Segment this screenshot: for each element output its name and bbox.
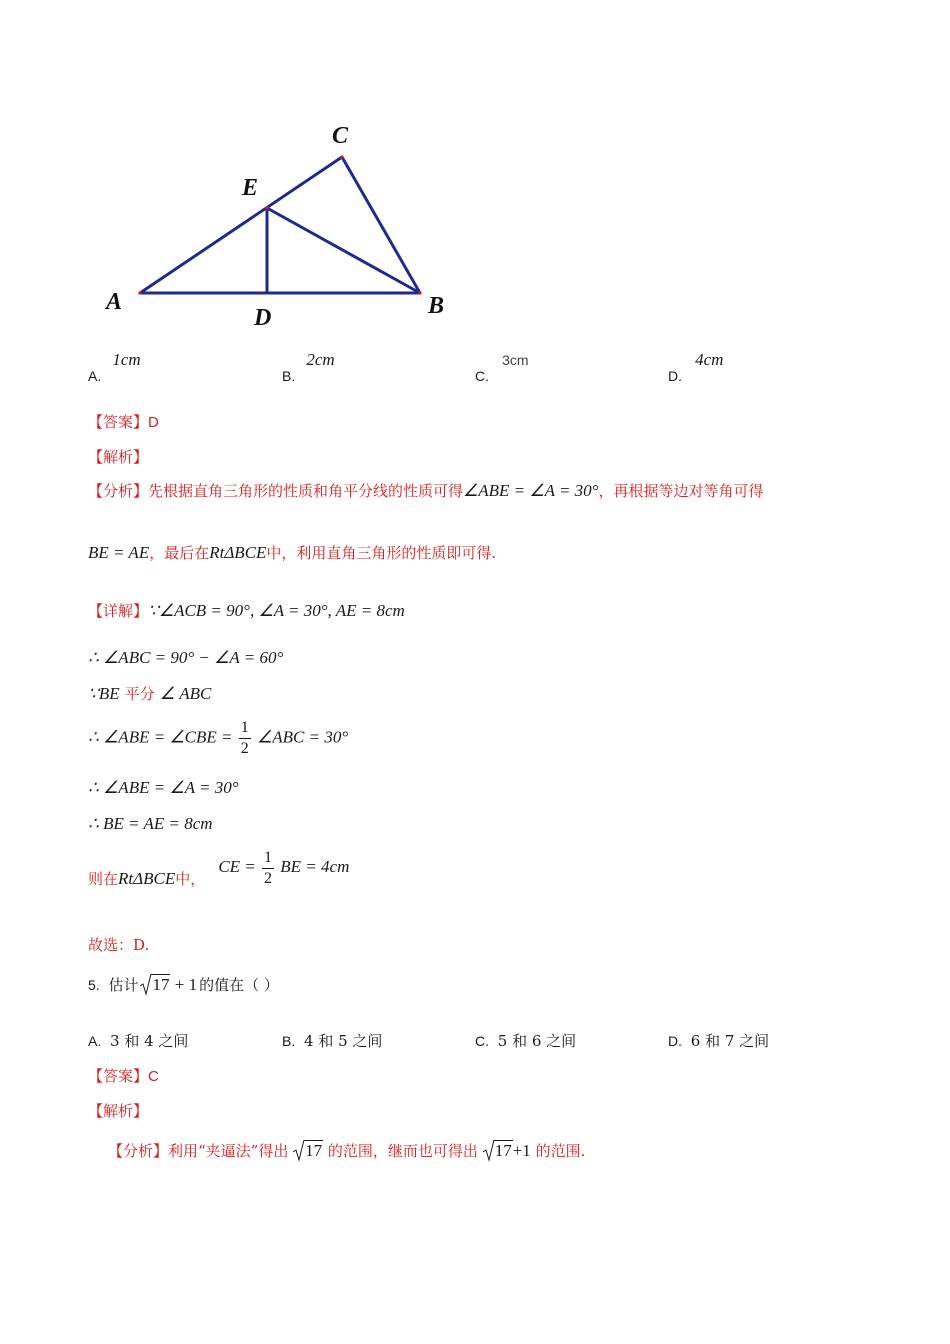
option-text: 5 和 6 之间 bbox=[497, 1032, 577, 1050]
option-value: 2cm bbox=[306, 350, 335, 369]
q4-detail-line7 bbox=[88, 850, 349, 887]
analysis-math: RtΔBCE bbox=[209, 543, 267, 562]
detail-math: ∵BE bbox=[88, 684, 120, 703]
radicand: 17 bbox=[494, 1141, 512, 1160]
analysis-text: ，再根据等边对等角可得 bbox=[598, 482, 764, 500]
detail-math: ∠ ABC bbox=[159, 684, 212, 703]
q4-answer bbox=[88, 411, 159, 432]
label-C: C bbox=[332, 123, 349, 149]
q4-explain-tag: 【解析】 bbox=[88, 448, 149, 466]
sqrt-symbol bbox=[293, 1140, 323, 1161]
option-value: 1cm bbox=[112, 350, 141, 369]
stem-text: 的值在（ ） bbox=[199, 976, 279, 994]
detail-math: BE = 4cm bbox=[280, 857, 350, 877]
q4-conclusion: 故选：D. bbox=[88, 936, 150, 954]
analysis-math: BE = AE bbox=[88, 543, 150, 562]
analysis-math: ∠ABE = ∠A = 30° bbox=[463, 481, 599, 500]
stem-math: + 1 bbox=[174, 975, 198, 994]
option-letter: A. bbox=[88, 1033, 102, 1049]
label-D: D bbox=[254, 305, 272, 331]
detail-tag: 【详解】 bbox=[88, 602, 149, 620]
detail-math: ∴ ∠ABE = ∠CBE = bbox=[88, 727, 233, 747]
question-number: 5. bbox=[88, 977, 100, 993]
analysis-math: +1 bbox=[512, 1141, 531, 1160]
q4-option-c bbox=[475, 350, 529, 384]
option-letter: D. bbox=[668, 368, 682, 384]
option-value: 4cm bbox=[695, 350, 724, 369]
option-letter: C. bbox=[475, 368, 489, 384]
q5-answer bbox=[88, 1065, 159, 1086]
label-B: B bbox=[428, 293, 445, 319]
fraction bbox=[262, 850, 274, 887]
q4-analysis-line1 bbox=[88, 480, 764, 501]
option-text: 6 和 7 之间 bbox=[690, 1032, 770, 1050]
detail-math: ∵∠ACB = 90°, ∠A = 30°, AE = 8cm bbox=[148, 601, 405, 620]
segment-AC bbox=[140, 157, 342, 293]
answer-tag: 【答案】 bbox=[88, 1067, 149, 1085]
q5-option-c bbox=[475, 1030, 576, 1051]
analysis-tag: 【分析】 bbox=[88, 482, 149, 500]
q5-option-a bbox=[88, 1030, 188, 1051]
q5-option-b bbox=[282, 1030, 382, 1051]
fraction-numerator: 1 bbox=[239, 720, 251, 739]
triangle-figure bbox=[100, 115, 460, 335]
option-letter: B. bbox=[282, 1033, 296, 1049]
option-letter: D. bbox=[668, 1033, 682, 1049]
q5-explain-tag: 【解析】 bbox=[88, 1102, 149, 1120]
analysis-text: 中，利用直角三角形的性质即可得. bbox=[266, 544, 497, 562]
detail-text: 平分 bbox=[124, 685, 155, 703]
analysis-text: 先根据直角三角形的性质和角平分线的性质可得 bbox=[148, 482, 464, 500]
q4-detail-line2: ∴ ∠ABC = 90° − ∠A = 60° bbox=[88, 648, 284, 667]
q5-option-d bbox=[668, 1030, 769, 1051]
option-letter: B. bbox=[282, 368, 296, 384]
analysis-text: 的范围. bbox=[535, 1142, 586, 1160]
label-E: E bbox=[242, 175, 259, 201]
q4-option-a bbox=[88, 350, 141, 384]
stem-text: 估计 bbox=[108, 976, 139, 994]
answer-tag: 【答案】 bbox=[88, 413, 149, 431]
q5-stem bbox=[88, 974, 279, 995]
analysis-text: 的范围，继而也可得出 bbox=[327, 1142, 478, 1160]
option-text: 4 和 5 之间 bbox=[304, 1032, 383, 1050]
q4-detail-line4 bbox=[88, 720, 348, 757]
q4-detail-line5: ∴ ∠ABE = ∠A = 30° bbox=[88, 778, 239, 797]
q4-detail-line6: ∴ BE = AE = 8cm bbox=[88, 814, 213, 833]
fraction-denominator: 2 bbox=[264, 870, 273, 887]
detail-math: RtΔBCE bbox=[118, 869, 176, 889]
analysis-text: ，最后在 bbox=[149, 544, 210, 562]
analysis-text: 利用“夹逼法”得出 bbox=[168, 1142, 289, 1160]
q5-analysis bbox=[108, 1140, 585, 1161]
sqrt-symbol bbox=[483, 1140, 513, 1161]
radicand: 17 bbox=[152, 975, 170, 994]
detail-math: ∠ABC = 30° bbox=[257, 727, 349, 747]
answer-value: C bbox=[148, 1068, 159, 1085]
analysis-tag: 【分析】 bbox=[108, 1142, 169, 1160]
fraction-denominator: 2 bbox=[240, 740, 249, 757]
fraction-numerator: 1 bbox=[262, 850, 274, 869]
q4-detail-line3 bbox=[88, 683, 211, 704]
q4-analysis-line2 bbox=[88, 542, 496, 563]
q4-option-d bbox=[668, 350, 724, 384]
q4-option-b bbox=[282, 350, 335, 384]
detail-text: 中， bbox=[175, 870, 206, 889]
q4-detail-line1 bbox=[88, 600, 405, 621]
sqrt-symbol bbox=[140, 974, 170, 995]
option-value: 3cm bbox=[502, 352, 529, 368]
option-letter: A. bbox=[88, 368, 102, 384]
option-text: 3 和 4 之间 bbox=[110, 1032, 189, 1050]
detail-text: 则在 bbox=[88, 870, 119, 889]
fraction bbox=[239, 720, 251, 757]
answer-value: D bbox=[148, 414, 159, 431]
option-letter: C. bbox=[475, 1033, 489, 1049]
radicand: 17 bbox=[305, 1141, 323, 1160]
label-A: A bbox=[106, 289, 123, 315]
detail-math: CE = bbox=[218, 857, 256, 877]
